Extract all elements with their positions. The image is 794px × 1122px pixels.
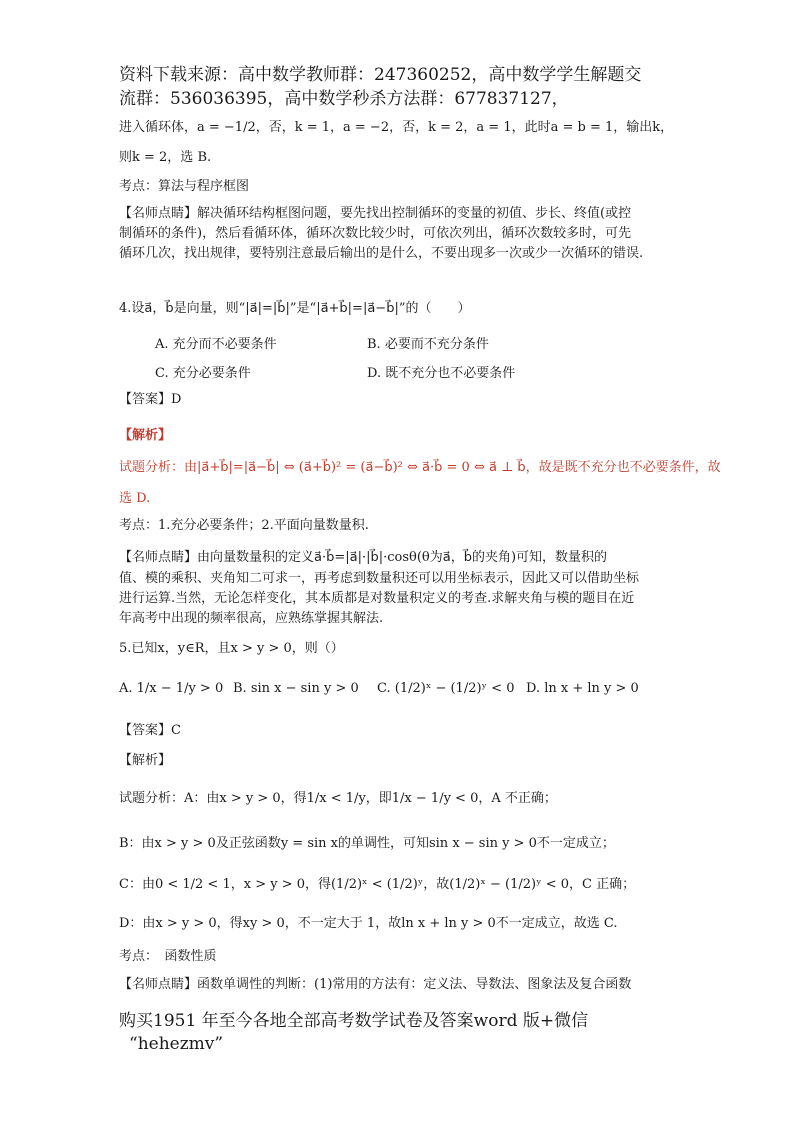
q4-analysis-line-2: 选 D.	[119, 491, 151, 506]
q4-jiexi-heading: 【解析】	[119, 428, 172, 443]
q4-option-b: B. 必要而不充分条件	[367, 337, 489, 352]
q4-option-d: D. 既不充分也不必要条件	[367, 366, 516, 381]
q5-analysis-d: D：由x > y > 0，得xy > 0，不一定大于 1，故ln x + ln y > 0不一定成立，故选 C.	[119, 916, 618, 931]
q5-answer: 【答案】C	[119, 723, 181, 738]
q3-solution-line-2: 则k = 2，选 B.	[119, 150, 212, 165]
q3-note-line-3: 循环几次，找出规律，要特别注意最后输出的是什么，不要出现多一次或少一次循环的错误.	[119, 246, 644, 261]
q4-note-line-1: 【名师点睛】由向量数量积的定义a⃗·b⃗=|a⃗|·|b⃗|·cosθ(θ为a⃗，b⃗的夹角)可知，数量积的	[119, 550, 608, 565]
q3-kaodian: 考点：算法与程序框图	[119, 179, 250, 194]
header-line-1: 资料下载来源：高中数学教师群：247360252，高中数学学生解题交	[119, 65, 642, 85]
q5-option-c: C. (1/2)ˣ − (1/2)ʸ < 0	[377, 681, 515, 696]
q5-analysis-c: C：由0 < 1/2 < 1，x > y > 0，得(1/2)ˣ < (1/2)ʸ，故(1/2)ˣ − (1/2)ʸ < 0，C 正确；	[119, 877, 636, 892]
header-line-2: 流群：536036395，高中数学秒杀方法群：677837127，	[119, 89, 569, 109]
q4-option-a: A. 充分而不必要条件	[155, 337, 277, 352]
q5-note-line-1: 【名师点睛】函数单调性的判断：(1)常用的方法有：定义法、导数法、图象法及复合函数	[119, 977, 632, 992]
q5-option-a: A. 1/x − 1/y > 0	[119, 681, 224, 696]
q3-solution-line-1: 进入循环体，a = −1/2，否，k = 1，a = −2，否，k = 2，a = 1，此时a = b = 1，输出k，	[119, 120, 674, 135]
q5-analysis-a: 试题分析：A：由x > y > 0，得1/x < 1/y，即1/x − 1/y < 0，A 不正确；	[119, 791, 557, 806]
q4-option-c: C. 充分必要条件	[155, 366, 251, 381]
q5-option-d: D. ln x + ln y > 0	[526, 681, 639, 696]
q4-analysis-line-1: 试题分析：由|a⃗+b⃗|=|a⃗−b⃗| ⇔ (a⃗+b⃗)² = (a⃗−b⃗)² ⇔ a⃗·b⃗ = 0 ⇔ a⃗ ⊥ b⃗，故是既不充分也不必要条件，故	[119, 460, 721, 475]
q5-stem: 5.已知x，y∈R，且x > y > 0，则（）	[119, 641, 344, 656]
q4-answer: 【答案】D	[119, 392, 182, 407]
footer-line-1: 购买1951 年至今各地全部高考数学试卷及答案word 版+微信	[119, 1011, 589, 1031]
q5-jiexi-heading: 【解析】	[119, 753, 172, 768]
q4-kaodian: 考点：1.充分必要条件；2.平面向量数量积.	[119, 518, 369, 533]
q4-stem: 4.设a⃗，b⃗是向量，则“|a⃗|=|b⃗|”是“|a⃗+b⃗|=|a⃗−b⃗|”的（ ）	[119, 301, 471, 316]
q5-analysis-b: B：由x > y > 0及正弦函数y = sin x的单调性，可知sin x − sin y > 0不一定成立；	[119, 836, 615, 851]
q4-note-line-2: 值、模的乘积、夹角知二可求一，再考虑到数量积还可以用坐标表示，因此又可以借助坐标	[119, 571, 640, 586]
q4-note-line-3: 进行运算.当然，无论怎样变化，其本质都是对数量积定义的考查.求解夹角与模的题目在近	[119, 591, 635, 606]
q4-note-line-4: 年高考中出现的频率很高，应熟练掌握其解法.	[119, 611, 384, 626]
q3-note-line-2: 制循环的条件)，然后看循环体，循环次数比较少时，可依次列出，循环次数较多时，可先	[119, 226, 632, 241]
q5-kaodian: 考点： 函数性质	[119, 949, 217, 964]
q3-note-line-1: 【名师点睛】解决循环结构框图问题，要先找出控制循环的变量的初值、步长、终值(或控	[119, 206, 632, 221]
footer-line-2: “hehezmv”	[129, 1034, 224, 1054]
q5-option-b: B. sin x − sin y > 0	[233, 681, 359, 696]
